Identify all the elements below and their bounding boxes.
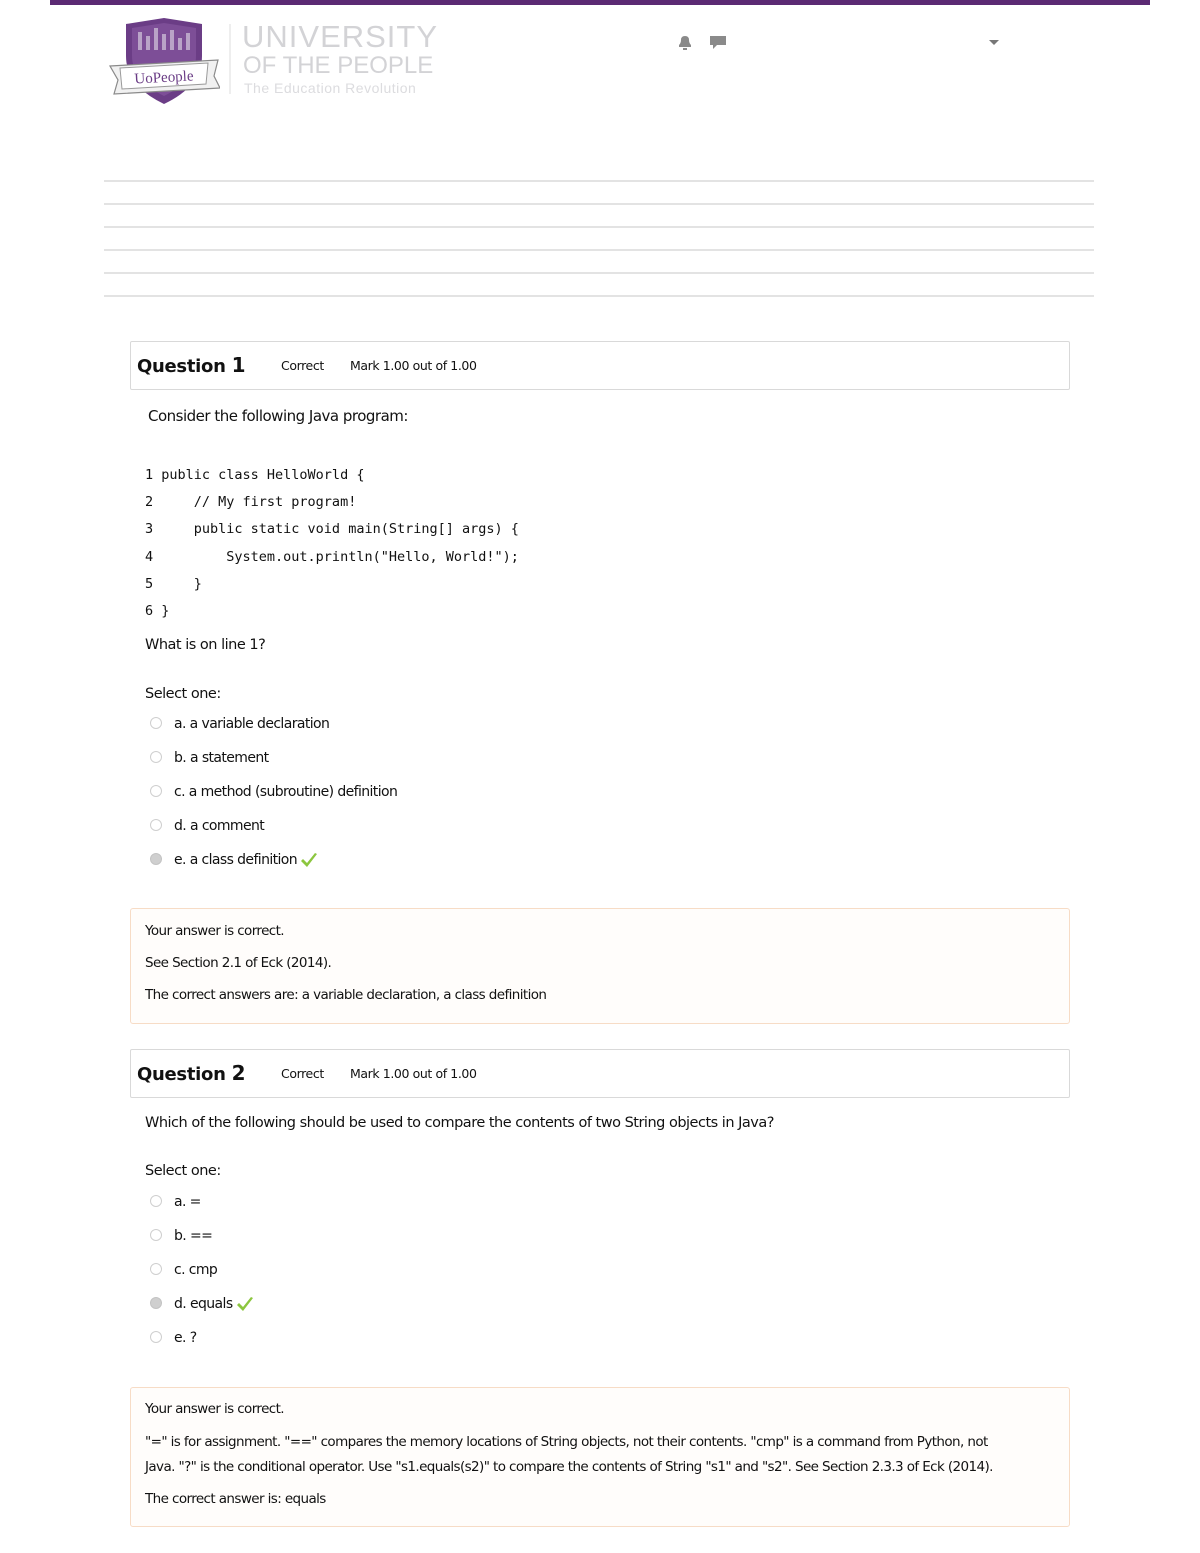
code-line: 2 // My first program! [145, 494, 357, 510]
uopeople-logo-icon[interactable] [108, 16, 220, 108]
divider [104, 180, 1094, 182]
checkmark-icon [299, 851, 319, 869]
bell-icon[interactable] [676, 34, 694, 52]
radio-button[interactable] [150, 785, 162, 797]
radio-button[interactable] [150, 1195, 162, 1207]
feedback-line: Java. "?" is the conditional operator. Use "s1.equals(s2)" to compare the contents of String "s1" and "s2". See Section 2.3.3 of Eck (2014). [145, 1459, 993, 1475]
checkmark-icon [235, 1295, 255, 1313]
option-label: c. a method (subroutine) definition [174, 784, 398, 800]
radio-button[interactable] [150, 717, 162, 729]
option-label: a. a variable declaration [174, 716, 330, 732]
question-number: Question 1 [137, 353, 246, 377]
question-mark: Mark 1.00 out of 1.00 [350, 358, 477, 373]
divider [104, 226, 1094, 228]
radio-button[interactable] [150, 1331, 162, 1343]
question-state: Correct [281, 358, 324, 373]
question-2-feedback [130, 1387, 1070, 1527]
option-label: c. cmp [174, 1262, 218, 1278]
divider [104, 249, 1094, 251]
select-one-label: Select one: [145, 1163, 221, 1179]
question-1-feedback [130, 908, 1070, 1024]
brand-tagline: The Education Revolution [244, 80, 417, 96]
radio-button[interactable] [150, 1263, 162, 1275]
radio-button-selected[interactable] [150, 1297, 162, 1309]
question-2-prompt: Which of the following should be used to compare the contents of two String objects in Java? [145, 1115, 774, 1131]
question-mark: Mark 1.00 out of 1.00 [350, 1066, 477, 1081]
option-label: d. equals [174, 1295, 255, 1313]
feedback-line: See Section 2.1 of Eck (2014). [145, 955, 332, 971]
chat-icon[interactable] [709, 34, 727, 52]
code-line: 4 System.out.println("Hello, World!"); [145, 549, 519, 565]
question-1-header [130, 341, 1070, 390]
option-label: e. a class definition [174, 851, 319, 869]
code-line: 1 public class HelloWorld { [145, 467, 365, 483]
brand-title: UNIVERSITY [242, 19, 439, 54]
question-state: Correct [281, 1066, 324, 1081]
brand-subtitle: OF THE PEOPLE [243, 52, 434, 79]
radio-button[interactable] [150, 1229, 162, 1241]
logo-badge-text: UoPeople [134, 68, 194, 88]
option-label: a. = [174, 1194, 201, 1210]
code-line: 6 } [145, 603, 170, 619]
top-accent-bar [50, 0, 1150, 5]
radio-button-selected[interactable] [150, 853, 162, 865]
select-one-label: Select one: [145, 686, 221, 702]
question-2-header [130, 1049, 1070, 1098]
code-line: 5 } [145, 576, 202, 592]
question-1-prompt: What is on line 1? [145, 637, 266, 653]
divider [104, 203, 1094, 205]
radio-button[interactable] [150, 751, 162, 763]
feedback-line: "=" is for assignment. "==" compares the memory locations of String objects, not their contents. "cmp" is a command from Python, not [145, 1434, 988, 1450]
radio-button[interactable] [150, 819, 162, 831]
feedback-line: The correct answer is: equals [145, 1491, 326, 1507]
option-label: e. ? [174, 1330, 197, 1346]
divider [104, 272, 1094, 274]
option-label: b. == [174, 1228, 213, 1244]
option-label: b. a statement [174, 750, 269, 766]
caret-down-icon[interactable] [987, 37, 1001, 47]
feedback-line: The correct answers are: a variable declaration, a class definition [145, 987, 547, 1003]
feedback-line: Your answer is correct. [145, 1401, 284, 1417]
question-number: Question 2 [137, 1061, 246, 1085]
question-1-intro: Consider the following Java program: [148, 407, 408, 425]
divider [104, 295, 1094, 297]
logo-separator [229, 24, 231, 94]
code-line: 3 public static void main(String[] args) { [145, 521, 519, 537]
feedback-line: Your answer is correct. [145, 923, 284, 939]
option-label: d. a comment [174, 818, 265, 834]
